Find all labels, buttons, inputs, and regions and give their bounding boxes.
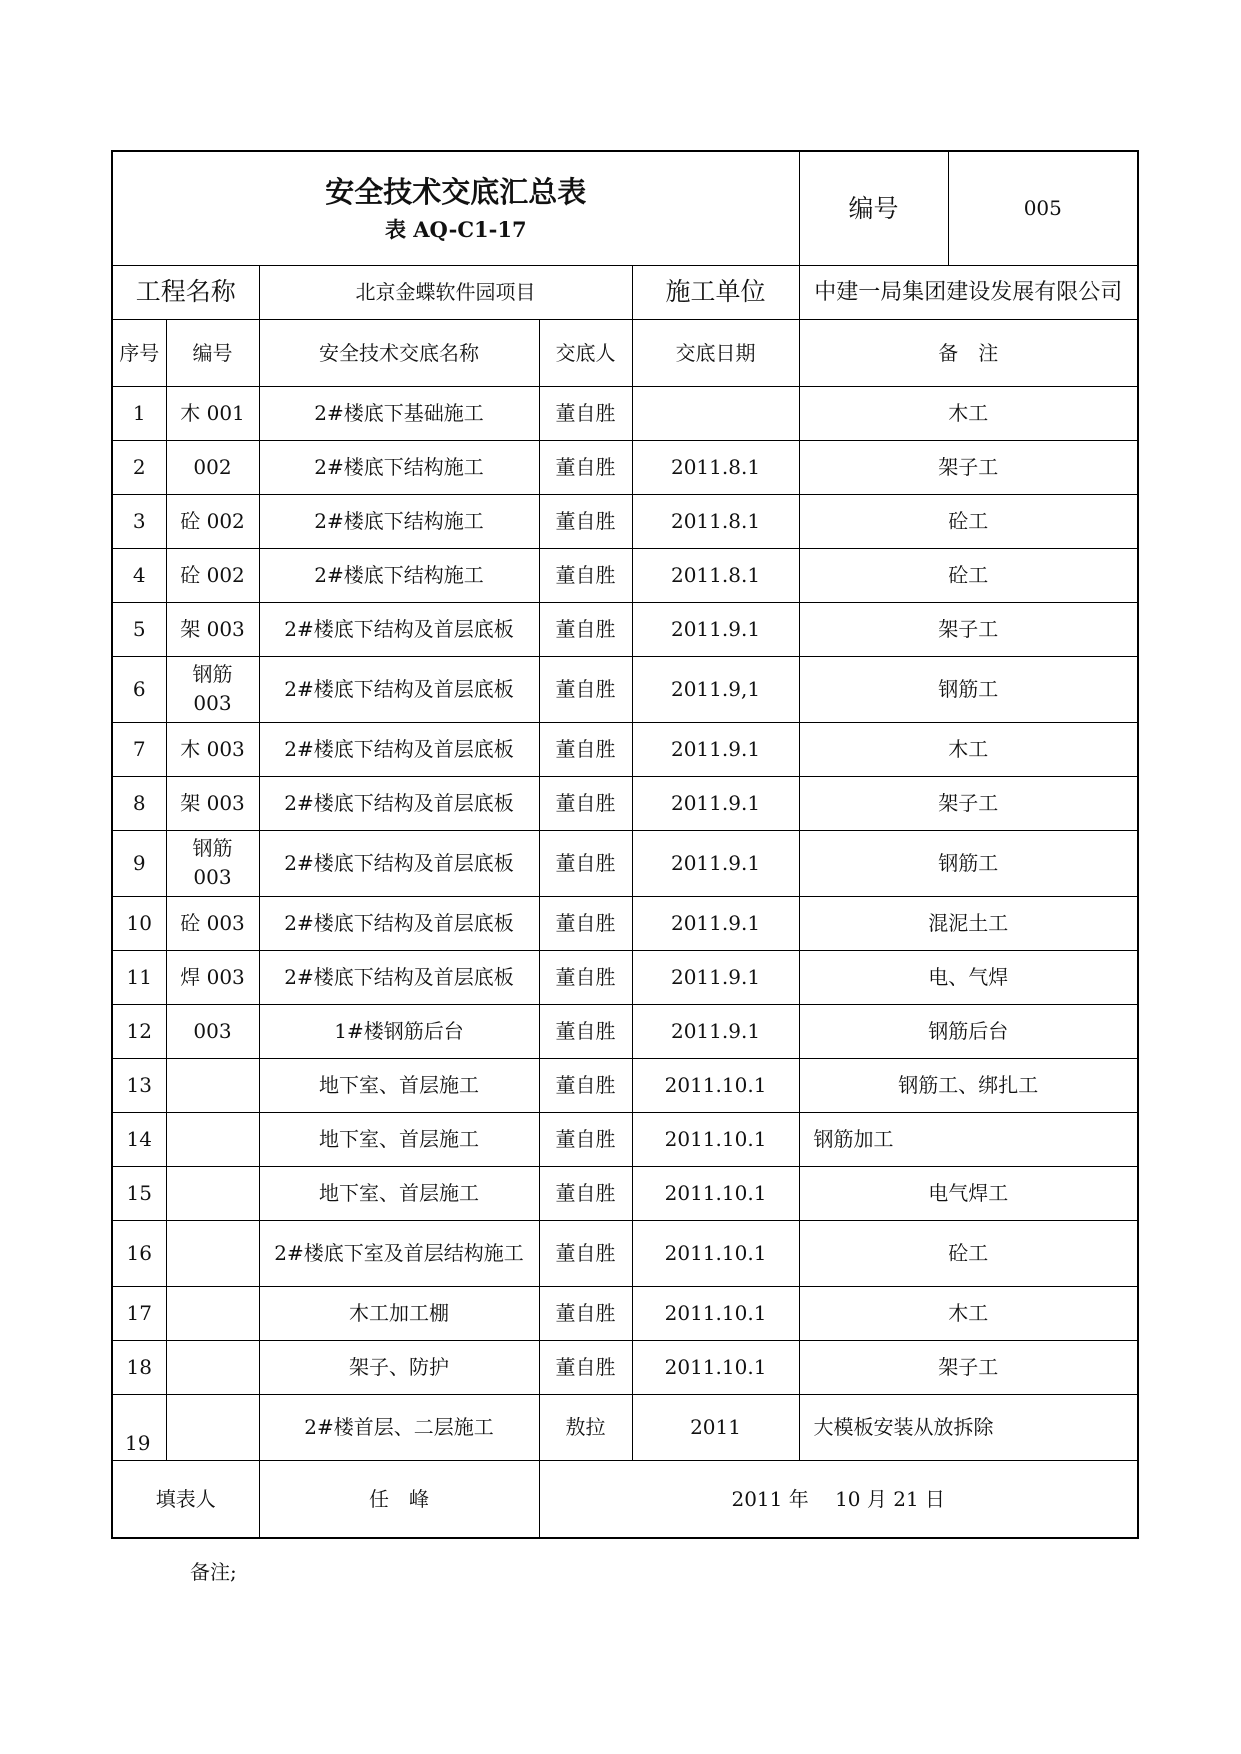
row-name: 2#楼底下结构施工 — [259, 440, 539, 494]
row-code — [166, 1286, 259, 1340]
row-seq: 1 — [112, 386, 166, 440]
table-row — [112, 548, 1138, 602]
col-remark-header: 备 注 — [799, 319, 1138, 386]
filler-name: 任 峰 — [259, 1460, 539, 1538]
row-code — [166, 1166, 259, 1220]
row-date: 2011.9.1 — [632, 830, 799, 896]
row-name: 木工加工棚 — [259, 1286, 539, 1340]
footnote: 备注; — [190, 1560, 237, 1584]
construction-unit-value: 中建一局集团建设发展有限公司 — [799, 265, 1138, 319]
row-seq: 10 — [112, 896, 166, 950]
table-row — [112, 1286, 1138, 1340]
project-name-label: 工程名称 — [112, 265, 259, 319]
row-seq: 14 — [112, 1112, 166, 1166]
row-person: 董自胜 — [539, 1220, 632, 1286]
row-code — [166, 1112, 259, 1166]
row-name: 2#楼底下结构及首层底板 — [259, 830, 539, 896]
col-person-header: 交底人 — [539, 319, 632, 386]
col-seq-header: 序号 — [112, 319, 166, 386]
table-row — [112, 776, 1138, 830]
row-code: 002 — [166, 440, 259, 494]
row-person: 董自胜 — [539, 494, 632, 548]
table-row — [112, 386, 1138, 440]
col-date-header: 交底日期 — [632, 319, 799, 386]
row-remark: 电、气焊 — [799, 950, 1138, 1004]
row-name: 2#楼底下结构及首层底板 — [259, 776, 539, 830]
row-remark: 架子工 — [799, 602, 1138, 656]
table-title: 安全技术交底汇总表 — [325, 174, 587, 209]
row-remark: 木工 — [799, 722, 1138, 776]
table-row — [112, 722, 1138, 776]
row-person: 董自胜 — [539, 1112, 632, 1166]
row-date: 2011.8.1 — [632, 494, 799, 548]
table-row — [112, 1394, 1138, 1460]
row-code: 架 003 — [166, 776, 259, 830]
project-row — [112, 265, 1138, 319]
row-person: 董自胜 — [539, 776, 632, 830]
row-date: 2011.9.1 — [632, 602, 799, 656]
row-person: 董自胜 — [539, 1166, 632, 1220]
col-code-header: 编号 — [166, 319, 259, 386]
row-person: 董自胜 — [539, 440, 632, 494]
number-value: 005 — [948, 151, 1138, 265]
construction-unit-label: 施工单位 — [632, 265, 799, 319]
row-seq: 2 — [112, 440, 166, 494]
row-code — [166, 1058, 259, 1112]
fill-date: 2011 年 10 月 21 日 — [539, 1460, 1138, 1538]
row-code — [166, 1394, 259, 1460]
row-date: 2011.9.1 — [632, 896, 799, 950]
row-remark: 砼工 — [799, 1220, 1138, 1286]
col-name-header: 安全技术交底名称 — [259, 319, 539, 386]
row-seq: 7 — [112, 722, 166, 776]
table-row — [112, 1220, 1138, 1286]
row-date: 2011.9.1 — [632, 1004, 799, 1058]
title-row — [112, 151, 1138, 265]
row-remark: 架子工 — [799, 1340, 1138, 1394]
row-name: 2#楼底下基础施工 — [259, 386, 539, 440]
table-row — [112, 1004, 1138, 1058]
row-seq: 4 — [112, 548, 166, 602]
row-person: 董自胜 — [539, 548, 632, 602]
row-name: 地下室、首层施工 — [259, 1058, 539, 1112]
row-name: 2#楼底下结构施工 — [259, 494, 539, 548]
row-date: 2011.8.1 — [632, 548, 799, 602]
row-name: 2#楼首层、二层施工 — [259, 1394, 539, 1460]
row-seq: 19 — [112, 1394, 166, 1460]
row-person: 董自胜 — [539, 722, 632, 776]
row-seq: 17 — [112, 1286, 166, 1340]
summary-table — [111, 150, 1139, 1539]
row-remark: 木工 — [799, 1286, 1138, 1340]
row-name: 2#楼底下结构及首层底板 — [259, 602, 539, 656]
row-date: 2011.9.1 — [632, 776, 799, 830]
row-remark: 砼工 — [799, 548, 1138, 602]
row-remark: 架子工 — [799, 440, 1138, 494]
row-seq: 13 — [112, 1058, 166, 1112]
row-seq: 16 — [112, 1220, 166, 1286]
row-seq: 5 — [112, 602, 166, 656]
row-code: 木 001 — [166, 386, 259, 440]
row-person: 董自胜 — [539, 1058, 632, 1112]
table-row — [112, 1112, 1138, 1166]
row-person: 董自胜 — [539, 1286, 632, 1340]
row-person: 董自胜 — [539, 1004, 632, 1058]
row-remark: 钢筋工、绑扎工 — [799, 1058, 1138, 1112]
row-date: 2011.10.1 — [632, 1286, 799, 1340]
row-code: 架 003 — [166, 602, 259, 656]
row-remark: 钢筋工 — [799, 656, 1138, 722]
title-cell — [112, 151, 799, 265]
row-person: 董自胜 — [539, 830, 632, 896]
row-name: 2#楼底下结构及首层底板 — [259, 656, 539, 722]
row-seq: 11 — [112, 950, 166, 1004]
row-name: 2#楼底下结构及首层底板 — [259, 722, 539, 776]
row-code: 木 003 — [166, 722, 259, 776]
row-person: 敖拉 — [539, 1394, 632, 1460]
row-person: 董自胜 — [539, 950, 632, 1004]
row-remark: 大模板安装从放拆除 — [799, 1394, 1138, 1460]
row-code — [166, 1220, 259, 1286]
row-remark: 电气焊工 — [799, 1166, 1138, 1220]
row-name: 2#楼底下结构及首层底板 — [259, 896, 539, 950]
row-date: 2011 — [632, 1394, 799, 1460]
row-remark: 架子工 — [799, 776, 1138, 830]
row-remark: 钢筋加工 — [799, 1112, 1138, 1166]
row-code: 砼 002 — [166, 494, 259, 548]
table-row — [112, 602, 1138, 656]
table-row — [112, 1340, 1138, 1394]
row-seq: 18 — [112, 1340, 166, 1394]
row-date: 2011.10.1 — [632, 1058, 799, 1112]
row-person: 董自胜 — [539, 896, 632, 950]
form-number: 表 AQ-C1-17 — [384, 216, 527, 242]
row-date: 2011.9,1 — [632, 656, 799, 722]
row-name: 2#楼底下结构施工 — [259, 548, 539, 602]
row-code — [166, 1340, 259, 1394]
row-remark: 砼工 — [799, 494, 1138, 548]
row-remark: 木工 — [799, 386, 1138, 440]
row-person: 董自胜 — [539, 602, 632, 656]
row-name: 2#楼底下室及首层结构施工 — [259, 1220, 539, 1286]
table-row — [112, 494, 1138, 548]
row-date: 2011.9.1 — [632, 950, 799, 1004]
row-date: 2011.8.1 — [632, 440, 799, 494]
row-remark: 混泥土工 — [799, 896, 1138, 950]
row-date: 2011.10.1 — [632, 1220, 799, 1286]
table-row — [112, 1166, 1138, 1220]
row-name: 架子、防护 — [259, 1340, 539, 1394]
row-date: 2011.10.1 — [632, 1166, 799, 1220]
row-name: 2#楼底下结构及首层底板 — [259, 950, 539, 1004]
footer-row — [112, 1460, 1138, 1538]
row-remark: 钢筋后台 — [799, 1004, 1138, 1058]
project-name-value: 北京金蝶软件园项目 — [259, 265, 632, 319]
table-row — [112, 440, 1138, 494]
table-row — [112, 656, 1138, 722]
row-person: 董自胜 — [539, 386, 632, 440]
row-remark: 钢筋工 — [799, 830, 1138, 896]
table-row — [112, 830, 1138, 896]
column-header-row — [112, 319, 1138, 386]
row-date — [632, 386, 799, 440]
row-seq: 12 — [112, 1004, 166, 1058]
table-row — [112, 896, 1138, 950]
number-label: 编号 — [799, 151, 948, 265]
row-code: 003 — [166, 1004, 259, 1058]
row-seq: 8 — [112, 776, 166, 830]
row-person: 董自胜 — [539, 1340, 632, 1394]
row-date: 2011.10.1 — [632, 1112, 799, 1166]
row-seq: 9 — [112, 830, 166, 896]
row-person: 董自胜 — [539, 656, 632, 722]
table-row — [112, 1058, 1138, 1112]
row-date: 2011.10.1 — [632, 1340, 799, 1394]
row-seq: 3 — [112, 494, 166, 548]
row-code: 砼 002 — [166, 548, 259, 602]
row-seq: 6 — [112, 656, 166, 722]
row-name: 1#楼钢筋后台 — [259, 1004, 539, 1058]
row-name: 地下室、首层施工 — [259, 1166, 539, 1220]
row-code: 焊 003 — [166, 950, 259, 1004]
row-seq: 15 — [112, 1166, 166, 1220]
filler-label: 填表人 — [112, 1460, 259, 1538]
row-date: 2011.9.1 — [632, 722, 799, 776]
table-row — [112, 950, 1138, 1004]
row-code: 砼 003 — [166, 896, 259, 950]
row-name: 地下室、首层施工 — [259, 1112, 539, 1166]
row-code: 钢筋 003 — [166, 656, 259, 722]
row-code: 钢筋 003 — [166, 830, 259, 896]
